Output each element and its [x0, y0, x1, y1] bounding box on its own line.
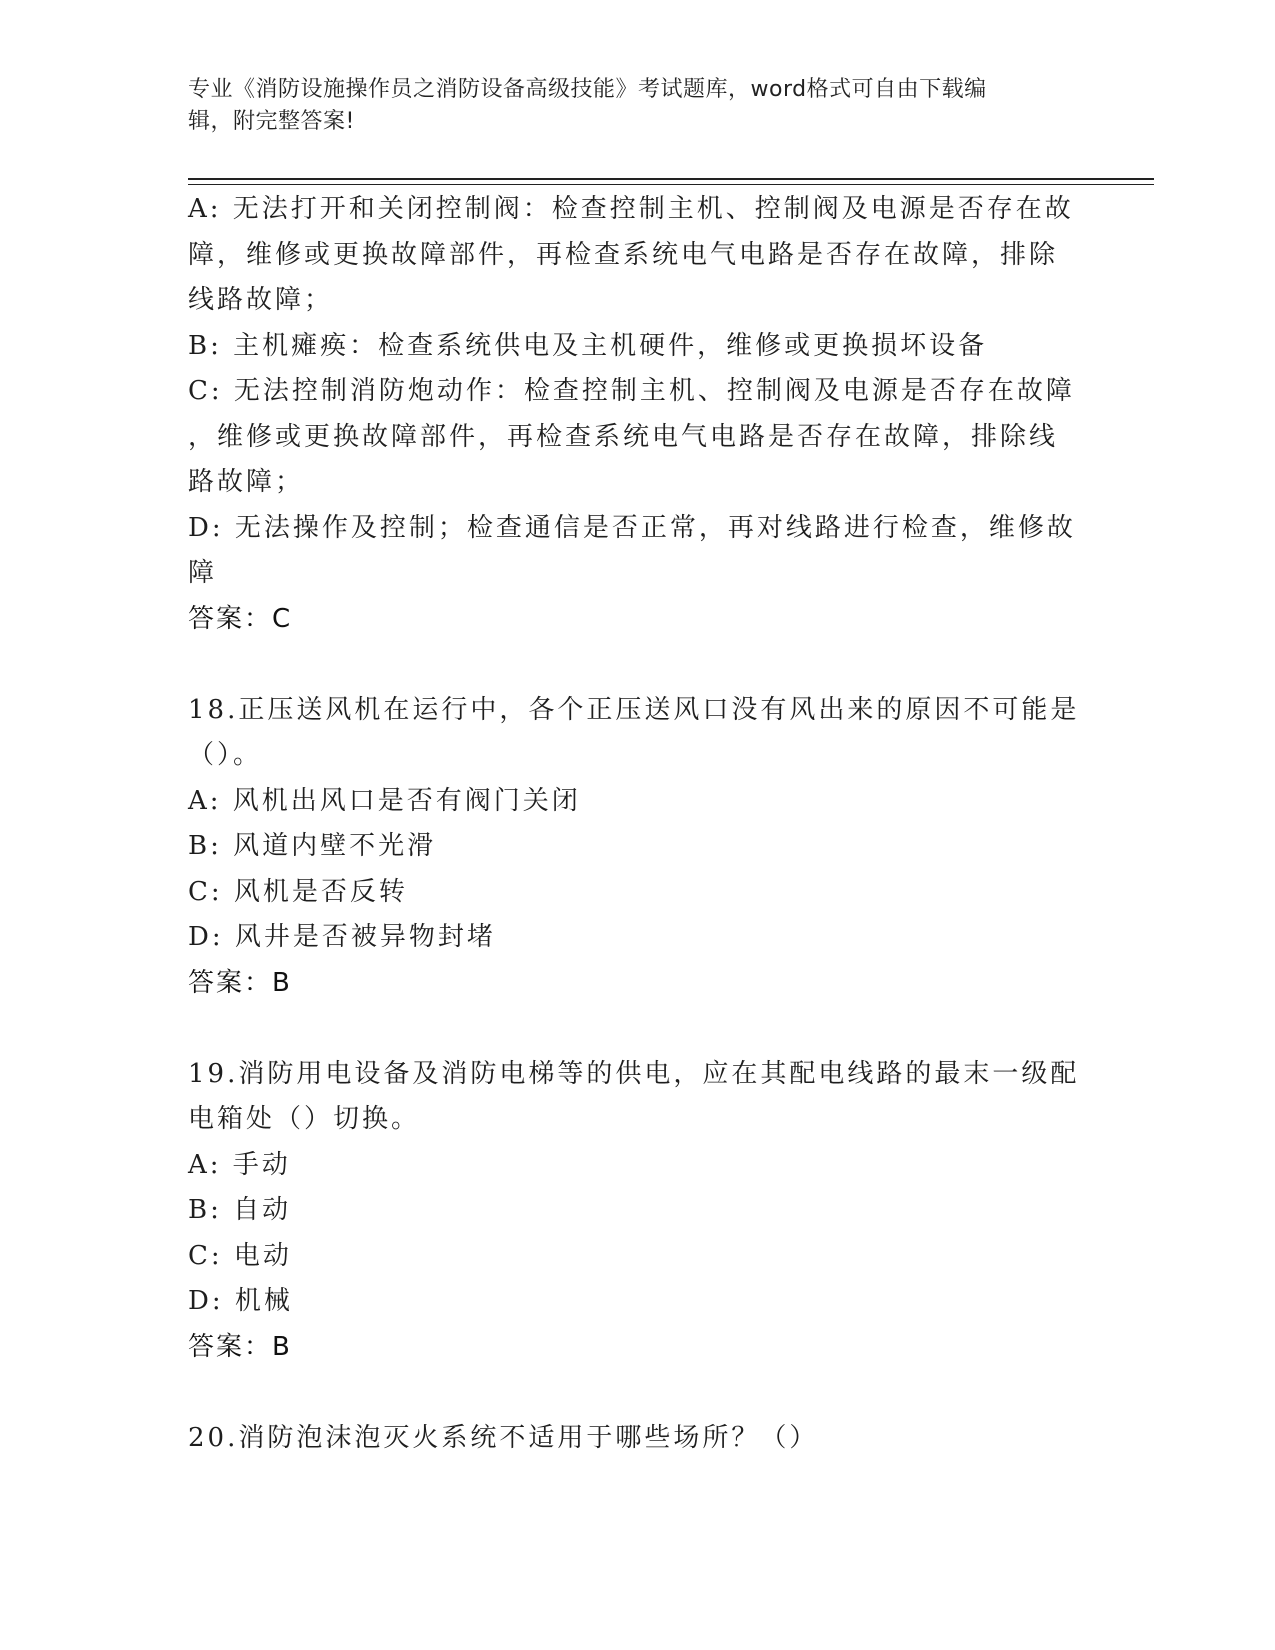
option-d-line-2: 障 [188, 558, 218, 588]
option-c: C: 风机是否反转 [188, 876, 408, 907]
question-18-block [188, 688, 1088, 1007]
option-d-line-1: D: 无法操作及控制；检查通信是否正常，再对线路进行检查，维修故 [188, 512, 1076, 543]
question-stem-line-2: 电箱处（）切换。 [188, 1104, 421, 1134]
option-a: A: 手动 [188, 1149, 291, 1180]
question-stem-line-1: 19.消防用电设备及消防电梯等的供电，应在其配电线路的最末一级配 [188, 1058, 1080, 1089]
option-a-line-1: A: 无法打开和关闭控制阀：检查控制主机、控制阀及电源是否存在故 [188, 194, 1074, 224]
option-a: A: 风机出风口是否有阀门关闭 [188, 785, 581, 816]
option-a-line-3: 线路故障； [188, 285, 334, 315]
option-b: B: 风道内壁不光滑 [188, 831, 437, 861]
spacer [188, 642, 1088, 688]
option-d: D: 风井是否被异物封堵 [188, 922, 496, 952]
header-divider-thin [188, 184, 1154, 185]
option-b: B: 自动 [188, 1195, 292, 1225]
header-divider-thick [188, 178, 1154, 180]
spacer [188, 1370, 1088, 1416]
page-header [188, 74, 1068, 138]
option-d: D: 机械 [188, 1286, 293, 1316]
option-c-line-3: 路故障； [188, 467, 305, 497]
option-c-line-1: C: 无法控制消防炮动作：检查控制主机、控制阀及电源是否存在故障 [188, 376, 1075, 406]
question-stem-line-2: （）。 [188, 740, 263, 770]
question-20-block [188, 1416, 1088, 1462]
answer-text: 答案：B [188, 1331, 292, 1362]
option-a-line-2: 障，维修或更换故障部件，再检查系统电气电路是否存在故障，排除 [188, 239, 1059, 270]
option-b: B: 主机瘫痪：检查系统供电及主机硬件，维修或更换损坏设备 [188, 330, 988, 361]
option-c: C: 电动 [188, 1240, 292, 1271]
question-stem-line-1: 18.正压送风机在运行中，各个正压送风口没有风出来的原因不可能是 [188, 694, 1080, 725]
answer-text: 答案：C [188, 603, 293, 634]
spacer [188, 1006, 1088, 1052]
answer-text: 答案：B [188, 967, 292, 998]
header-line-2: 辑，附完整答案! [188, 109, 355, 134]
question-19-block [188, 1052, 1088, 1371]
question-17-block [188, 187, 1088, 642]
option-c-line-2: ，维修或更换故障部件，再检查系统电气电路是否存在故障，排除线 [188, 421, 1059, 452]
question-stem-line-1: 20.消防泡沫泡灭火系统不适用于哪些场所？（） [188, 1422, 819, 1453]
question-list [188, 187, 1088, 1461]
header-line-1: 专业《消防设施操作员之消防设备高级技能》考试题库，word格式可自由下载编 [188, 77, 987, 102]
